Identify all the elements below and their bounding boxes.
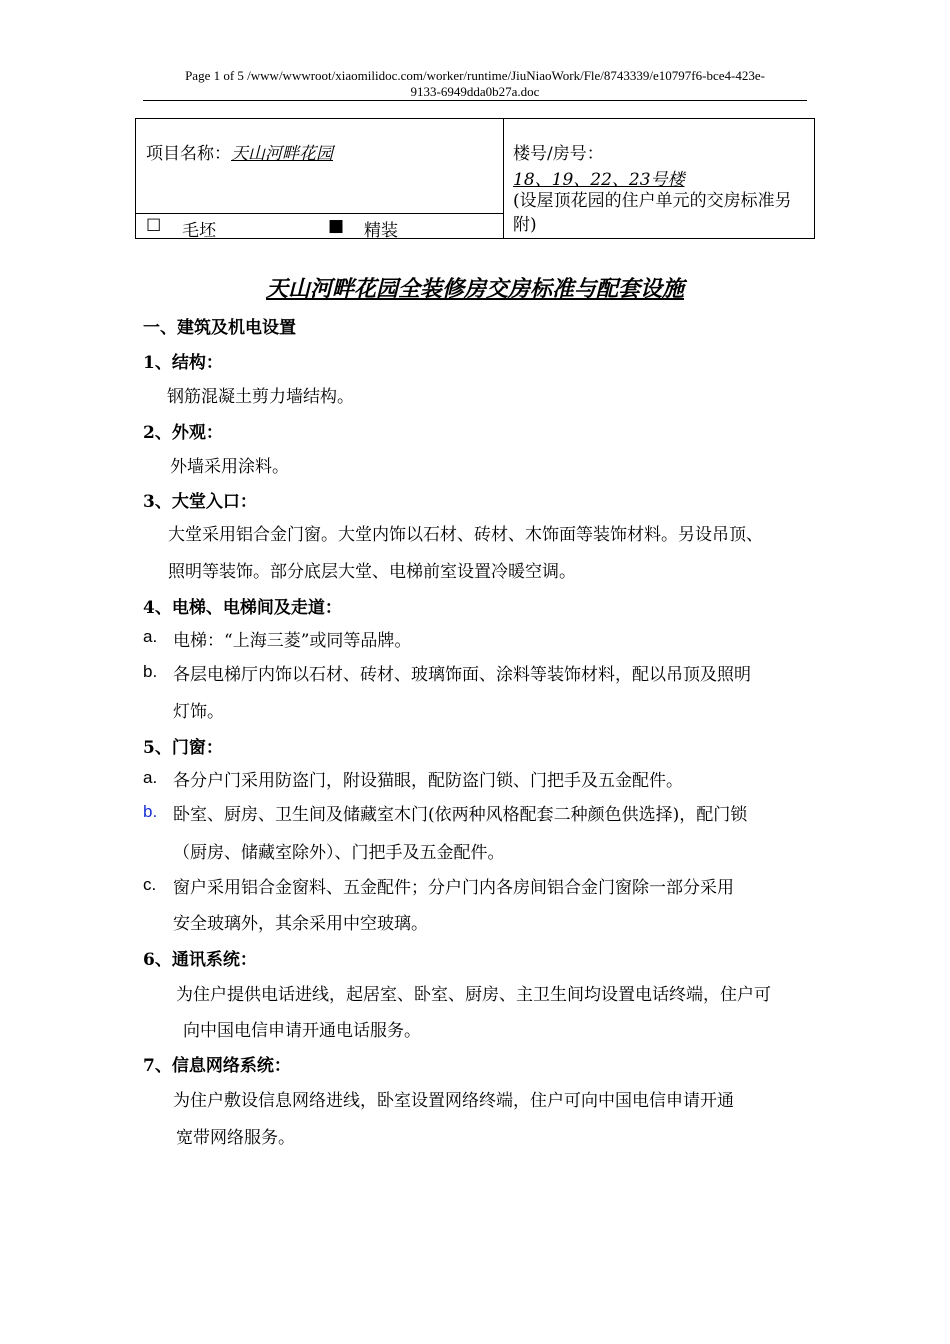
doors-item-c-line-1: 窗户采用铝合金窗料、五金配件；分户门内各房间铝合金门窗除一部分采用: [173, 878, 734, 898]
telecom-title: 6、通讯系统：: [143, 950, 257, 970]
header-path-line-2: 9133-6949dda0b27a.doc: [410, 84, 540, 99]
doors-windows-title: 5、门窗：: [143, 738, 223, 758]
elevator-item-b-line-2: 灯饰。: [173, 702, 224, 722]
option-rough-label: 毛坯: [182, 221, 216, 241]
document-title: 天山河畔花园全装修房交房标准与配套设施: [265, 276, 684, 302]
lobby-text-line-2: 照明等装饰。部分底层大堂、电梯前室设置冷暖空调。: [168, 562, 576, 582]
lobby-text-line-1: 大堂采用铝合金门窗。大堂内饰以石材、砖材、木饰面等装饰材料。另设吊顶、: [168, 525, 763, 545]
room-value: 18、19、22、23号楼: [513, 170, 685, 190]
page-header: [143, 68, 807, 100]
lobby-title: 3、大堂入口：: [143, 492, 257, 512]
project-name-label: 项目名称：: [146, 144, 231, 164]
doors-item-b-marker: b.: [143, 802, 158, 821]
exterior-text: 外墙采用涂料。: [170, 457, 289, 477]
telecom-line-2: 向中国电信申请开通电话服务。: [183, 1021, 421, 1041]
project-name-cell: [136, 119, 503, 213]
elevator-item-a-marker: a.: [143, 627, 158, 646]
exterior-title: 2、外观：: [143, 423, 223, 443]
structure-title: 1、结构：: [143, 353, 223, 373]
project-info-table: [135, 118, 815, 239]
doors-item-c-marker: c.: [143, 875, 157, 894]
doors-item-b-line-2: （厨房、储藏室除外）、门把手及五金配件。: [173, 843, 505, 863]
room-label: 楼号/房号：: [513, 144, 604, 164]
elevator-item-b-marker: b.: [143, 662, 158, 681]
building-room-cell: [504, 119, 814, 238]
elevator-item-b-line-1: 各层电梯厅内饰以石材、砖材、玻璃饰面、涂料等装饰材料，配以吊顶及照明: [173, 665, 751, 685]
option-finished-label: 精装: [364, 221, 398, 241]
finish-type-cell: [136, 213, 503, 240]
room-note: (设屋顶花园的住户单元的交房标准另附): [513, 191, 792, 235]
elevator-title: 4、电梯、电梯间及走道：: [143, 598, 342, 618]
header-divider: [143, 100, 807, 101]
structure-text: 钢筋混凝土剪力墙结构。: [167, 387, 354, 407]
checkbox-finished-icon: ■: [328, 216, 345, 236]
doors-item-a-text: 各分户门采用防盗门，附设猫眼，配防盗门锁、门把手及五金配件。: [173, 771, 683, 791]
project-name-value: 天山河畔花园: [231, 144, 333, 164]
doors-item-c-line-2: 安全玻璃外，其余采用中空玻璃。: [173, 914, 428, 934]
header-path-line-1: Page 1 of 5 /www/wwwroot/xiaomilidoc.com/worker/runtime/JiuNiaoWork/Fle/8743339/e10797f6-bce4-423e-: [185, 68, 765, 83]
elevator-item-a-text: 电梯：“上海三菱”或同等品牌。: [173, 631, 412, 651]
doors-item-a-marker: a.: [143, 768, 158, 787]
doors-item-b-line-1: 卧室、厨房、卫生间及储藏室木门(依两种风格配套二种颜色供选择)，配门锁: [173, 805, 748, 825]
network-title: 7、信息网络系统：: [143, 1056, 291, 1076]
network-line-2: 宽带网络服务。: [176, 1128, 295, 1148]
section-heading: 一、建筑及机电设置: [143, 318, 296, 338]
checkbox-rough-icon: ☐: [146, 216, 162, 236]
telecom-line-1: 为住户提供电话进线，起居室、卧室、厨房、主卫生间均设置电话终端，住户可: [176, 985, 771, 1005]
network-line-1: 为住户敷设信息网络进线，卧室设置网络终端，住户可向中国电信申请开通: [173, 1091, 734, 1111]
